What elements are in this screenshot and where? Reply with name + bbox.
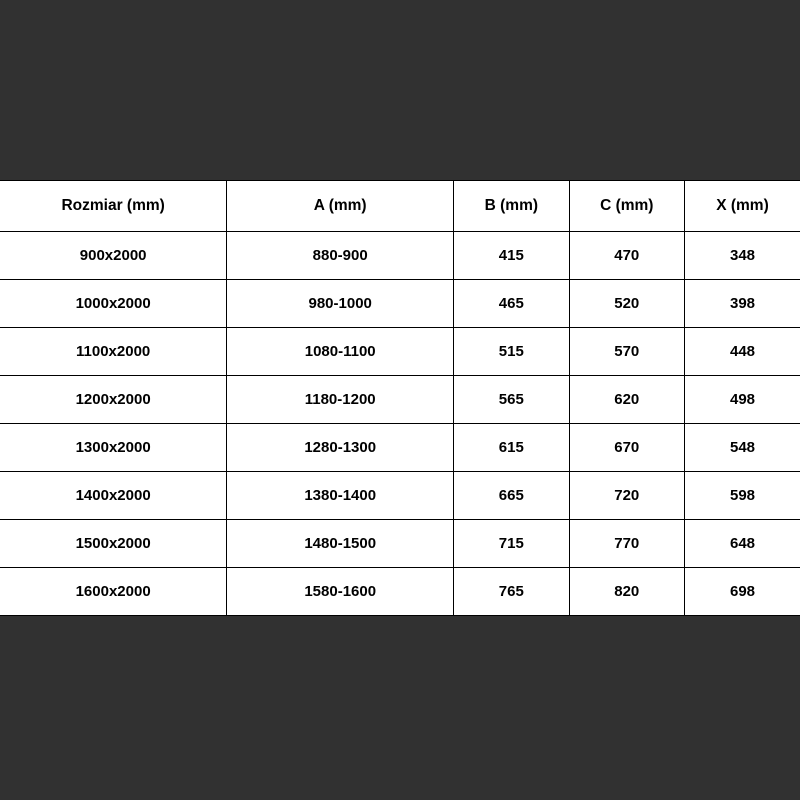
cell-c: 470 [569,232,684,280]
cell-rozmiar: 1300x2000 [0,424,227,472]
cell-a: 880-900 [227,232,454,280]
table-header [0,181,800,232]
column-header-x: X (mm) [685,181,800,232]
cell-rozmiar: 900x2000 [0,232,227,280]
cell-b: 515 [454,328,569,376]
table-row [0,232,800,280]
cell-rozmiar: 1600x2000 [0,568,227,616]
cell-b: 415 [454,232,569,280]
cell-c: 620 [569,376,684,424]
cell-a: 1080-1100 [227,328,454,376]
cell-x: 348 [685,232,800,280]
table-row [0,376,800,424]
cell-b: 715 [454,520,569,568]
size-table [0,180,800,616]
table-row [0,424,800,472]
size-table-container [0,180,800,616]
cell-rozmiar: 1000x2000 [0,280,227,328]
column-header-b: B (mm) [454,181,569,232]
cell-c: 520 [569,280,684,328]
table-body [0,232,800,616]
cell-c: 770 [569,520,684,568]
cell-x: 648 [685,520,800,568]
table-row [0,520,800,568]
table-row [0,472,800,520]
table-row [0,328,800,376]
cell-a: 1480-1500 [227,520,454,568]
cell-a: 1380-1400 [227,472,454,520]
column-header-c: C (mm) [569,181,684,232]
cell-rozmiar: 1100x2000 [0,328,227,376]
cell-rozmiar: 1200x2000 [0,376,227,424]
table-header-row [0,181,800,232]
table-row [0,568,800,616]
cell-rozmiar: 1400x2000 [0,472,227,520]
cell-b: 565 [454,376,569,424]
cell-b: 465 [454,280,569,328]
cell-x: 548 [685,424,800,472]
cell-x: 398 [685,280,800,328]
cell-c: 570 [569,328,684,376]
cell-b: 665 [454,472,569,520]
cell-a: 980-1000 [227,280,454,328]
cell-b: 615 [454,424,569,472]
cell-x: 498 [685,376,800,424]
cell-x: 698 [685,568,800,616]
cell-c: 820 [569,568,684,616]
cell-x: 448 [685,328,800,376]
table-row [0,280,800,328]
cell-b: 765 [454,568,569,616]
cell-c: 720 [569,472,684,520]
column-header-rozmiar: Rozmiar (mm) [0,181,227,232]
cell-x: 598 [685,472,800,520]
cell-a: 1180-1200 [227,376,454,424]
cell-a: 1580-1600 [227,568,454,616]
column-header-a: A (mm) [227,181,454,232]
cell-rozmiar: 1500x2000 [0,520,227,568]
cell-a: 1280-1300 [227,424,454,472]
cell-c: 670 [569,424,684,472]
